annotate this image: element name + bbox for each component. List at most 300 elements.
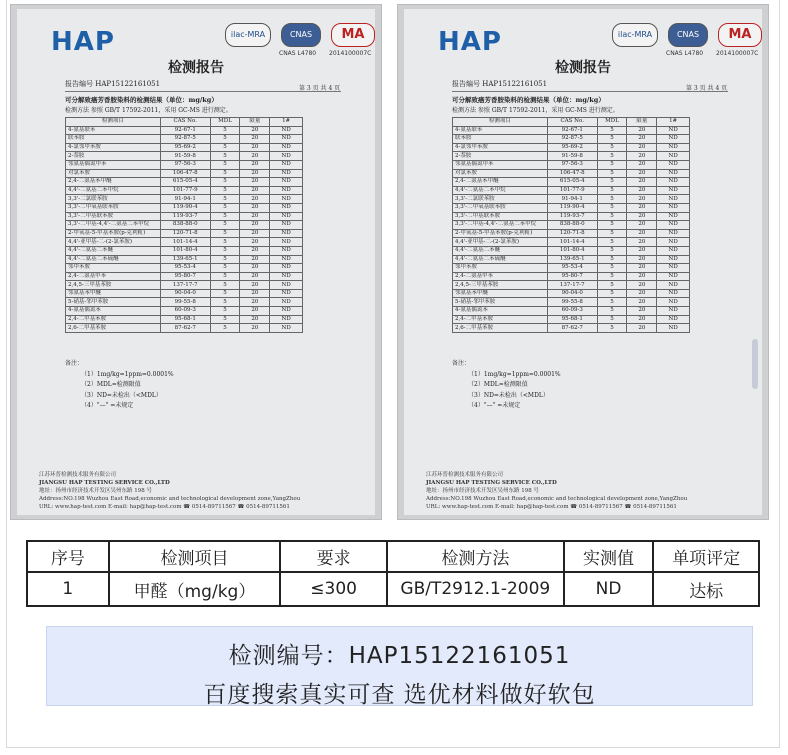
results-cell: 20	[627, 307, 657, 316]
notes-title: 备注：	[452, 360, 471, 367]
results-cell: 2,4-二甲基苯胺	[66, 315, 161, 324]
results-row	[66, 272, 303, 281]
results-cell: 5	[210, 143, 240, 152]
cnas-number: CNAS L4780	[666, 50, 704, 57]
results-cell: 5	[210, 307, 240, 316]
results-cell: ND	[270, 126, 303, 135]
report-title: 检测报告	[555, 60, 611, 76]
results-cell: 5	[597, 238, 627, 247]
results-cell: 2,4-二氨基甲苯	[66, 272, 161, 281]
results-cell: ND	[270, 212, 303, 221]
notes-title: 备注：	[65, 360, 84, 367]
cell-evaluation: 达标	[653, 572, 759, 606]
ilac-mra-logo: ilac-MRA	[225, 23, 271, 47]
summary-row	[27, 572, 759, 606]
divider	[452, 91, 728, 92]
results-table	[65, 117, 303, 333]
results-row	[66, 143, 303, 152]
results-cell: 20	[240, 255, 270, 264]
results-cell: 5	[210, 298, 240, 307]
results-row	[453, 307, 690, 316]
ilac-mra-logo: ilac-MRA	[612, 23, 658, 47]
results-cell: 5	[210, 264, 240, 273]
results-cell: 5	[210, 126, 240, 135]
results-cell: 5	[597, 152, 627, 161]
cnas-number: CNAS L4780	[279, 50, 317, 57]
results-row	[453, 229, 690, 238]
results-cell: 91-94-1	[547, 195, 597, 204]
results-cell: 60-09-3	[547, 307, 597, 316]
results-row	[66, 307, 303, 316]
results-row	[66, 135, 303, 144]
results-cell: 4-氯邻甲苯胺	[453, 143, 548, 152]
results-cell: 20	[627, 246, 657, 255]
results-cell: 20	[240, 143, 270, 152]
results-table	[452, 117, 690, 333]
results-cell: 20	[240, 298, 270, 307]
results-header-cell: MDL	[210, 118, 240, 127]
results-cell: 5	[597, 307, 627, 316]
results-cell: 5	[597, 160, 627, 169]
page-number: 第 3 页 共 4 页	[686, 85, 728, 92]
results-cell: 20	[627, 126, 657, 135]
results-header-cell: CAS No.	[547, 118, 597, 127]
results-cell: 95-68-1	[547, 315, 597, 324]
results-row	[66, 169, 303, 178]
results-cell: 90-04-0	[160, 289, 210, 298]
results-cell: ND	[270, 143, 303, 152]
results-row	[453, 212, 690, 221]
results-cell: 95-80-7	[547, 272, 597, 281]
results-cell: 5	[597, 195, 627, 204]
results-cell: ND	[657, 324, 690, 333]
results-cell: 20	[240, 203, 270, 212]
results-cell: 838-88-0	[160, 221, 210, 230]
results-cell: ND	[270, 264, 303, 273]
results-cell: ND	[270, 160, 303, 169]
results-body	[453, 126, 690, 332]
results-cell: 119-90-4	[160, 203, 210, 212]
results-cell: ND	[657, 212, 690, 221]
results-cell: 838-88-0	[547, 221, 597, 230]
results-cell: 120-71-8	[547, 229, 597, 238]
results-cell: 2,4,5-三甲基苯胺	[453, 281, 548, 290]
results-cell: 3,3'-二氯联苯胺	[66, 195, 161, 204]
results-row	[453, 152, 690, 161]
results-cell: 4-氨基偶氮苯	[453, 307, 548, 316]
results-cell: 5	[597, 315, 627, 324]
results-header-cell: 限量	[627, 118, 657, 127]
results-header-cell: 1#	[657, 118, 690, 127]
banner-slogan: 百度搜索真实可查 选优材料做好软包	[203, 682, 596, 708]
results-cell: 2,6-二甲基苯胺	[66, 324, 161, 333]
page-number: 第 3 页 共 4 页	[299, 85, 341, 92]
results-cell: 20	[627, 135, 657, 144]
results-cell: 97-56-3	[160, 160, 210, 169]
results-cell: ND	[657, 272, 690, 281]
results-row	[66, 324, 303, 333]
results-cell: 5	[210, 246, 240, 255]
results-cell: 5	[597, 264, 627, 273]
results-header-cell: MDL	[597, 118, 627, 127]
results-cell: ND	[657, 160, 690, 169]
test-method: 检测方法 参照 GB/T 17592-2011，采用 GC-MS 进行测定。	[452, 107, 619, 114]
results-cell: 5	[597, 186, 627, 195]
header-requirement: 要求	[280, 541, 387, 572]
results-cell: 101-14-4	[547, 238, 597, 247]
results-row	[453, 126, 690, 135]
results-cell: 20	[240, 229, 270, 238]
results-cell: 邻氨基偶氮甲苯	[66, 160, 161, 169]
results-cell: 5-硝基-邻甲苯胺	[453, 298, 548, 307]
results-cell: 5	[210, 289, 240, 298]
results-row	[453, 143, 690, 152]
results-cell: 邻氨基苯甲醚	[453, 289, 548, 298]
results-cell: 5	[210, 255, 240, 264]
results-row	[453, 169, 690, 178]
results-cell: 3,3'-二甲基联苯胺	[66, 212, 161, 221]
results-cell: 3,3'-二甲氧基联苯胺	[66, 203, 161, 212]
results-cell: 20	[240, 160, 270, 169]
note-item: （2）MDL=检测限值	[468, 381, 528, 388]
notes	[65, 359, 174, 412]
results-cell: 137-17-7	[547, 281, 597, 290]
results-cell: ND	[270, 135, 303, 144]
results-cell: 119-93-7	[547, 212, 597, 221]
cell-requirement: ≤300	[280, 572, 387, 606]
results-cell: 4,4'-二氨基二苯醚	[453, 246, 548, 255]
results-row	[453, 135, 690, 144]
company-name-en: JIANGSU HAP TESTING SERVICE CO.,LTD	[426, 480, 557, 486]
results-header-row	[453, 118, 690, 127]
results-cell: 联苯胺	[66, 135, 161, 144]
note-item: （4）"—" =未规定	[468, 402, 521, 409]
company-address-cn: 地址：扬州市经济技术开发区吴州东路 198 号	[39, 488, 152, 494]
results-cell: 20	[627, 169, 657, 178]
results-row	[66, 298, 303, 307]
results-cell: ND	[657, 152, 690, 161]
note-item: （1）1mg/kg=1ppm=0.0001%	[81, 370, 174, 378]
results-cell: 20	[240, 178, 270, 187]
results-row	[66, 255, 303, 264]
results-cell: 3,3'-二氯联苯胺	[453, 195, 548, 204]
results-cell: 2,4-二氨基甲苯	[453, 272, 548, 281]
results-cell: 5	[597, 246, 627, 255]
results-cell: 95-53-4	[547, 264, 597, 273]
results-cell: ND	[270, 272, 303, 281]
results-cell: ND	[270, 221, 303, 230]
result-heading: 可分解致癌芳香胺染料的检测结果（单位：mg/kg）	[452, 96, 605, 104]
results-cell: 91-94-1	[160, 195, 210, 204]
results-cell: 95-80-7	[160, 272, 210, 281]
results-row	[66, 195, 303, 204]
results-cell: 4,4'-亚甲基-二-(2-氯苯胺)	[453, 238, 548, 247]
results-cell: 20	[240, 169, 270, 178]
company-contact: URL: www.hap-test.com E-mail: hap@hap-test.com ☎ 0514-89711567 ☎ 0514-89711561	[426, 504, 677, 510]
notes	[452, 359, 561, 412]
results-cell: ND	[270, 246, 303, 255]
results-body	[66, 126, 303, 332]
results-cell: 5	[210, 160, 240, 169]
results-cell: 20	[627, 272, 657, 281]
results-cell: ND	[657, 307, 690, 316]
results-row	[66, 152, 303, 161]
results-cell: 2,4-二氨基苯甲醚	[453, 178, 548, 187]
note-item: （3）ND=未检出（<MDL）	[468, 391, 549, 399]
scan-stripe	[752, 339, 758, 389]
results-cell: 邻氨基偶氮甲苯	[453, 160, 548, 169]
results-cell: 20	[240, 221, 270, 230]
results-row	[453, 195, 690, 204]
results-cell: 联苯胺	[453, 135, 548, 144]
results-row	[453, 203, 690, 212]
results-cell: 2,4-二甲基苯胺	[453, 315, 548, 324]
company-address-en: Address:NO.198 Wuzhou East Road,economic and technological development zone,YangZhou	[426, 496, 688, 502]
results-cell: 5	[210, 186, 240, 195]
results-cell: 4,4'-二氨基二苯硫醚	[66, 255, 161, 264]
results-row	[66, 289, 303, 298]
results-cell: 101-77-9	[160, 186, 210, 195]
results-cell: 139-65-1	[160, 255, 210, 264]
results-cell: 5	[597, 169, 627, 178]
cnas-logo: CNAS	[281, 23, 321, 47]
results-cell: 20	[627, 324, 657, 333]
results-cell: ND	[270, 289, 303, 298]
results-row	[453, 238, 690, 247]
results-cell: ND	[270, 255, 303, 264]
results-cell: ND	[657, 221, 690, 230]
results-cell: 2-萘胺	[453, 152, 548, 161]
results-cell: 5	[210, 169, 240, 178]
results-cell: 5	[210, 238, 240, 247]
results-row	[453, 264, 690, 273]
report-paper	[17, 9, 375, 515]
ma-number: 2014100007C	[716, 50, 759, 57]
results-cell: 5	[210, 135, 240, 144]
results-cell: ND	[657, 195, 690, 204]
results-cell: 20	[240, 212, 270, 221]
results-cell: 5-硝基-邻甲苯胺	[66, 298, 161, 307]
results-cell: 20	[240, 186, 270, 195]
results-row	[66, 186, 303, 195]
results-cell: 5	[597, 255, 627, 264]
results-cell: 97-56-3	[547, 160, 597, 169]
results-cell: 20	[627, 229, 657, 238]
results-cell: 5	[597, 324, 627, 333]
results-cell: 20	[240, 272, 270, 281]
results-row	[453, 178, 690, 187]
company-address-cn: 地址：扬州市经济技术开发区吴州东路 198 号	[426, 488, 539, 494]
results-cell: 20	[627, 160, 657, 169]
company-name-cn: 江苏环普检测技术服务有限公司	[426, 472, 504, 478]
results-cell: ND	[270, 229, 303, 238]
results-cell: 119-93-7	[160, 212, 210, 221]
results-cell: 92-67-1	[160, 126, 210, 135]
results-cell: 92-87-5	[547, 135, 597, 144]
results-cell: 5	[210, 221, 240, 230]
hap-logo: HAP	[438, 27, 502, 57]
results-cell: ND	[657, 238, 690, 247]
results-cell: 20	[627, 152, 657, 161]
results-cell: 4-氨基联苯	[453, 126, 548, 135]
results-cell: 20	[240, 264, 270, 273]
results-cell: 92-87-5	[160, 135, 210, 144]
cell-measured-value: ND	[564, 572, 654, 606]
results-cell: ND	[270, 307, 303, 316]
results-cell: 91-59-8	[547, 152, 597, 161]
results-cell: ND	[657, 135, 690, 144]
results-cell: 5	[210, 324, 240, 333]
results-cell: 101-14-4	[160, 238, 210, 247]
results-cell: 5	[210, 315, 240, 324]
results-row	[453, 298, 690, 307]
results-cell: ND	[657, 203, 690, 212]
results-row	[453, 221, 690, 230]
results-cell: 3,3'-二甲基联苯胺	[453, 212, 548, 221]
results-row	[453, 186, 690, 195]
results-cell: 20	[627, 212, 657, 221]
results-cell: ND	[657, 126, 690, 135]
results-row	[453, 324, 690, 333]
results-cell: 5	[597, 281, 627, 290]
results-header-cell: CAS No.	[160, 118, 210, 127]
company-name-en: JIANGSU HAP TESTING SERVICE CO.,LTD	[39, 480, 170, 486]
results-cell: 20	[240, 307, 270, 316]
results-cell: 5	[597, 272, 627, 281]
hap-logo: HAP	[51, 27, 115, 57]
results-cell: 615-05-4	[547, 178, 597, 187]
results-row	[453, 255, 690, 264]
report-title: 检测报告	[168, 60, 224, 76]
results-cell: 2-甲氧基-5-甲基苯胺(p-克利酊)	[66, 229, 161, 238]
note-item: （1）1mg/kg=1ppm=0.0001%	[468, 370, 561, 378]
verification-banner	[46, 626, 753, 706]
results-header-row	[66, 118, 303, 127]
report-paper	[404, 9, 762, 515]
results-row	[66, 264, 303, 273]
results-cell: ND	[657, 264, 690, 273]
results-cell: 20	[240, 238, 270, 247]
results-row	[66, 238, 303, 247]
results-cell: 20	[627, 221, 657, 230]
results-header-cell: 1#	[270, 118, 303, 127]
results-cell: 3,3'-二甲基-4,4'-二氨基二苯甲烷	[453, 221, 548, 230]
results-cell: 20	[240, 246, 270, 255]
results-cell: 4,4'-二氨基二苯甲烷	[66, 186, 161, 195]
results-cell: 20	[240, 135, 270, 144]
results-cell: ND	[657, 143, 690, 152]
results-cell: 5	[597, 135, 627, 144]
results-cell: 20	[240, 126, 270, 135]
results-cell: 99-55-8	[547, 298, 597, 307]
results-cell: 95-68-1	[160, 315, 210, 324]
results-cell: 邻氨基苯甲醚	[66, 289, 161, 298]
results-row	[453, 281, 690, 290]
results-cell: 20	[627, 143, 657, 152]
results-cell: 4-氯邻甲苯胺	[66, 143, 161, 152]
results-cell: 5	[597, 203, 627, 212]
report-footer	[39, 471, 300, 511]
report-footer	[426, 471, 687, 511]
results-row	[453, 246, 690, 255]
results-cell: 邻甲苯胺	[66, 264, 161, 273]
results-cell: 5	[597, 221, 627, 230]
results-cell: 615-05-4	[160, 178, 210, 187]
results-cell: 20	[627, 186, 657, 195]
results-row	[66, 126, 303, 135]
results-cell: 60-09-3	[160, 307, 210, 316]
cell-test-item: 甲醛（mg/kg）	[109, 572, 281, 606]
results-cell: 99-55-8	[160, 298, 210, 307]
results-cell: 101-80-4	[160, 246, 210, 255]
results-cell: 5	[597, 178, 627, 187]
results-cell: 4-氨基联苯	[66, 126, 161, 135]
results-cell: ND	[657, 255, 690, 264]
results-cell: 20	[627, 289, 657, 298]
results-cell: 20	[627, 238, 657, 247]
results-cell: 20	[627, 203, 657, 212]
results-cell: 5	[210, 152, 240, 161]
results-cell: 4,4'-二氨基二苯醚	[66, 246, 161, 255]
results-cell: 20	[240, 195, 270, 204]
results-cell: 20	[240, 289, 270, 298]
report-number: 报告编号 HAP15122161051	[452, 80, 548, 88]
results-cell: 5	[210, 203, 240, 212]
results-cell: 5	[210, 212, 240, 221]
results-cell: ND	[270, 315, 303, 324]
results-row	[453, 315, 690, 324]
results-cell: 101-77-9	[547, 186, 597, 195]
results-cell: ND	[270, 152, 303, 161]
note-item: （2）MDL=检测限值	[81, 381, 141, 388]
company-contact: URL: www.hap-test.com E-mail: hap@hap-test.com ☎ 0514-89711567 ☎ 0514-89711561	[39, 504, 290, 510]
results-cell: 20	[627, 264, 657, 273]
results-cell: ND	[270, 281, 303, 290]
results-cell: 20	[627, 195, 657, 204]
results-cell: 119-90-4	[547, 203, 597, 212]
results-row	[66, 229, 303, 238]
results-cell: ND	[657, 186, 690, 195]
results-row	[66, 281, 303, 290]
summary-header-row	[27, 541, 759, 572]
results-cell: 95-53-4	[160, 264, 210, 273]
results-cell: ND	[657, 229, 690, 238]
banner-report-number: 检测编号：HAP15122161051	[228, 643, 571, 669]
results-cell: 20	[240, 152, 270, 161]
results-cell: 20	[627, 255, 657, 264]
results-row	[66, 203, 303, 212]
results-cell: 137-17-7	[160, 281, 210, 290]
results-row	[66, 178, 303, 187]
header-index: 序号	[27, 541, 109, 572]
results-cell: 87-62-7	[547, 324, 597, 333]
results-cell: ND	[270, 186, 303, 195]
results-cell: 5	[597, 143, 627, 152]
results-header-cell: 检测项目	[66, 118, 161, 127]
results-cell: ND	[270, 238, 303, 247]
results-cell: 87-62-7	[160, 324, 210, 333]
results-cell: 20	[627, 315, 657, 324]
results-cell: 4,4'-二氨基二苯硫醚	[453, 255, 548, 264]
header-test-item: 检测项目	[109, 541, 281, 572]
results-row	[453, 289, 690, 298]
results-row	[453, 272, 690, 281]
results-cell: ND	[270, 298, 303, 307]
results-cell: 3,3'-二甲氧基联苯胺	[453, 203, 548, 212]
report-scan-left	[10, 4, 382, 520]
summary-table	[26, 540, 760, 607]
results-cell: 4,4'-亚甲基-二-(2-氯苯胺)	[66, 238, 161, 247]
